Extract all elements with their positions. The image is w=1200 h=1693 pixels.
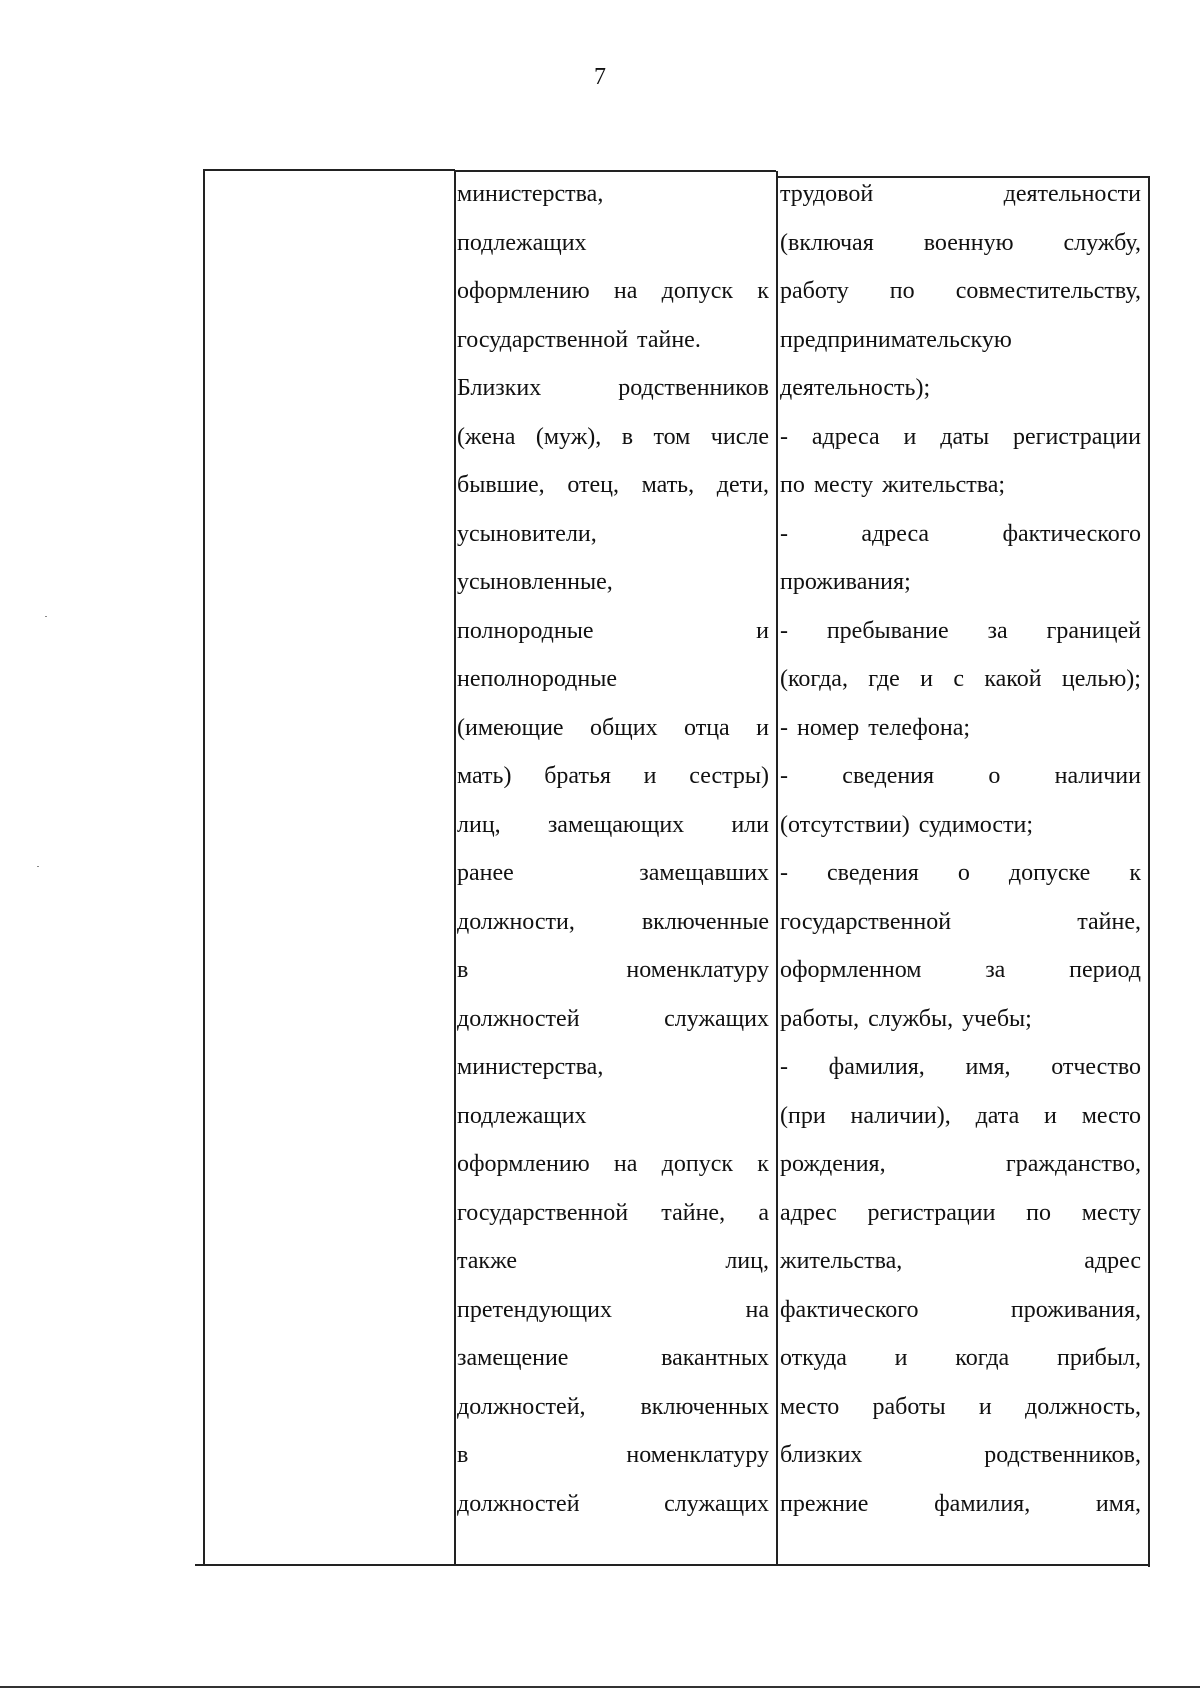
table-bottom-border — [195, 1564, 1150, 1566]
text-line: (когда, где и с какой целью); — [780, 666, 1141, 692]
text-line: - номер телефона; — [780, 714, 971, 741]
text-line: - адреса и даты регистрации — [780, 423, 1141, 450]
text-line: должностей служащих — [457, 1005, 769, 1032]
text-line: место работы и должность, — [780, 1393, 1141, 1420]
text-line: претендующих на — [457, 1296, 769, 1323]
text-line: близких родственников, — [780, 1442, 1141, 1468]
text-line: предпринимательскую — [780, 326, 1012, 353]
text-line: работы, службы, учебы; — [780, 1005, 1032, 1032]
table-right-border — [1148, 176, 1150, 1567]
text-line: - фамилия, имя, отчество — [780, 1054, 1141, 1080]
text-line: государственной тайне. — [457, 326, 701, 353]
text-line: государственной тайне, а — [457, 1199, 769, 1226]
text-line: трудовой деятельности — [780, 181, 1141, 207]
text-line: (включая военную службу, — [780, 229, 1141, 256]
text-line: работу по совместительству, — [780, 278, 1141, 304]
text-line: (при наличии), дата и место — [780, 1102, 1141, 1129]
text-line: мать) братья и сестры) — [457, 763, 769, 789]
text-line: полнородные и — [457, 617, 769, 644]
column-personal-data — [780, 170, 1141, 1528]
column-relatives — [457, 170, 769, 1528]
text-line: - сведения о наличии — [780, 763, 1141, 789]
text-line: в номенклатуру — [457, 957, 769, 983]
table-left-border — [203, 169, 205, 1566]
text-line: (отсутствии) судимости; — [780, 811, 1034, 838]
text-line: откуда и когда прибыл, — [780, 1345, 1141, 1371]
text-line: усыновленные, — [457, 569, 613, 595]
text-line: подлежащих — [457, 229, 587, 256]
text-line: прежние фамилия, имя, — [780, 1490, 1141, 1517]
text-line: (жена (муж), в том числе — [457, 423, 769, 450]
text-line: фактического проживания, — [780, 1296, 1141, 1323]
page-number: 7 — [594, 64, 606, 90]
text-line: должности, включенные — [457, 908, 769, 935]
text-line: проживания; — [780, 569, 911, 595]
column-divider-1 — [454, 170, 456, 1565]
text-line: оформлению на допуск к — [457, 278, 769, 304]
text-line: оформленном за период — [780, 957, 1141, 983]
text-line: подлежащих — [457, 1102, 587, 1129]
text-line: жительства, адрес — [780, 1248, 1141, 1274]
text-line: адрес регистрации по месту — [780, 1199, 1141, 1226]
text-line: должностей служащих — [457, 1490, 769, 1517]
table-top-border-left — [203, 169, 455, 171]
text-line: по месту жительства; — [780, 472, 1006, 498]
text-line: рождения, гражданство, — [780, 1151, 1141, 1177]
text-line: - пребывание за границей — [780, 617, 1141, 644]
text-line: должностей, включенных — [457, 1393, 769, 1420]
text-line: в номенклатуру — [457, 1442, 769, 1468]
text-line: также лиц, — [457, 1248, 769, 1274]
text-line: Близких родственников — [457, 375, 769, 401]
text-line: министерства, — [457, 1054, 604, 1080]
text-line: министерства, — [457, 181, 604, 207]
text-line: бывшие, отец, мать, дети, — [457, 472, 769, 498]
text-line: деятельность); — [780, 375, 931, 401]
page-bottom-rule — [0, 1686, 1200, 1688]
text-line: замещение вакантных — [457, 1345, 769, 1371]
text-line: - адреса фактического — [780, 520, 1141, 547]
text-line: ранее замещавших — [457, 860, 769, 886]
text-line: неполнородные — [457, 666, 617, 692]
text-line: государственной тайне, — [780, 908, 1141, 935]
text-line: усыновители, — [457, 520, 597, 547]
text-line: (имеющие общих отца и — [457, 714, 769, 741]
text-line: лиц, замещающих или — [457, 811, 769, 838]
scan-speck — [37, 866, 39, 867]
column-divider-2 — [776, 171, 778, 1565]
text-line: - сведения о допуске к — [780, 860, 1141, 886]
text-line: оформлению на допуск к — [457, 1151, 769, 1177]
scan-speck — [45, 616, 47, 617]
